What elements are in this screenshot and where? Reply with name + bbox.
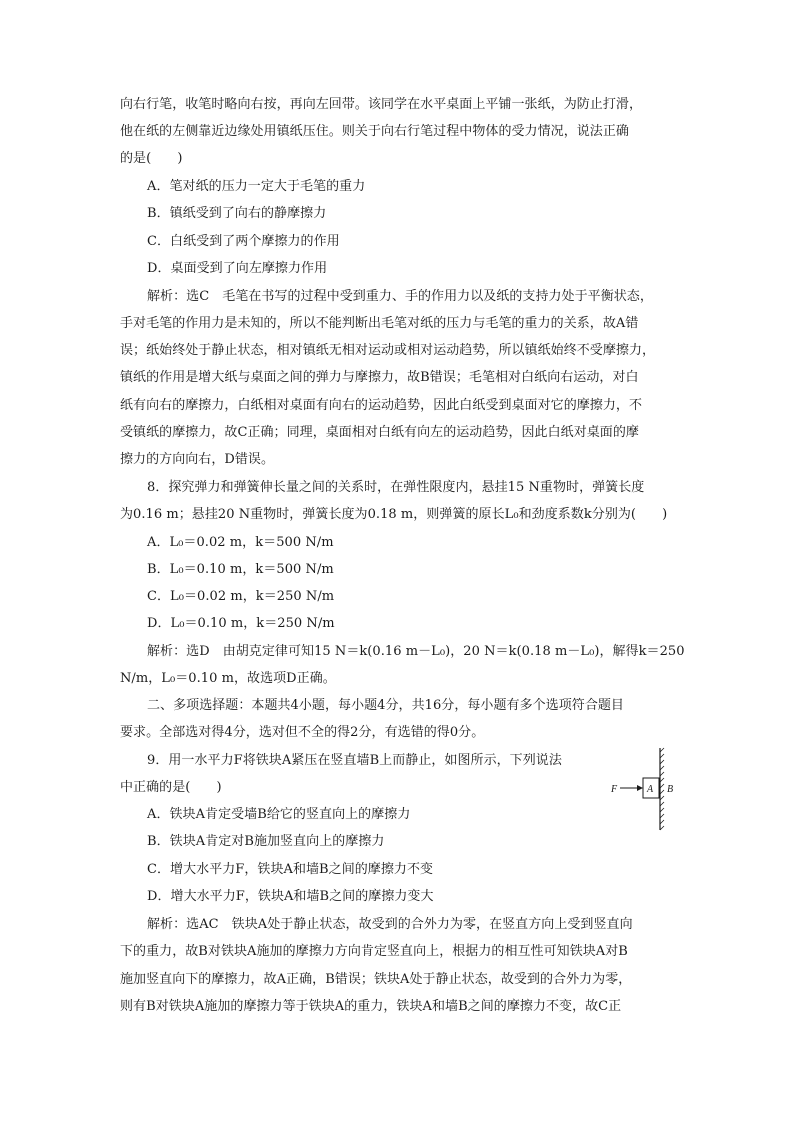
q8-option-a: A．L₀＝0.02 m，k＝500 N/m [147, 535, 334, 550]
q8-option-b: B．L₀＝0.10 m，k＝500 N/m [147, 562, 334, 577]
section-heading-line-2: 要求。全部选对得4分，选对但不全的得2分，有选错的得0分。 [120, 725, 485, 740]
q7-option-b: B．镇纸受到了向右的静摩擦力 [147, 206, 327, 221]
figure-force-label: F [611, 784, 618, 795]
q8-stem-line-2: 为0.16 m；悬挂20 N重物时，弹簧长度为0.18 m，则弹簧的原长L₀和劲度系数k分别为( ) [120, 507, 668, 522]
q7-stem-line-1: 向右行笔，收笔时略向右按，再向左回带。该同学在水平桌面上平铺一张纸，为防止打滑， [120, 97, 643, 112]
q7-analysis-line-2: 手对毛笔的作用力是未知的，所以不能判断出毛笔对纸的压力与毛笔的重力的关系，故A错 [120, 316, 639, 331]
q7-analysis-line-5: 纸有向右的摩擦力，白纸相对桌面有向右的运动趋势，因此白纸受到桌面对它的摩擦力，不 [120, 398, 643, 413]
q8-stem-line-1: 8．探究弹力和弹簧伸长量之间的关系时，在弹性限度内，悬挂15 N重物时，弹簧长度 [147, 480, 645, 495]
q9-option-b: B．铁块A肯定对B施加竖直向上的摩擦力 [147, 834, 385, 849]
q7-analysis-line-4: 镇纸的作用是增大纸与桌面之间的弹力与摩擦力，故B错误；毛笔相对白纸向右运动，对白 [120, 370, 639, 385]
q9-analysis-line-2: 下的重力，故B对铁块A施加的摩擦力方向肯定竖直向上，根据力的相互性可知铁块A对B [120, 944, 628, 959]
q9-option-c: C．增大水平力F，铁块A和墙B之间的摩擦力不变 [147, 862, 434, 877]
q9-stem-line-2: 中正确的是( ) [120, 780, 222, 795]
section-heading-line-1: 二、多项选择题：本题共4小题，每小题4分，共16分，每小题有多个选项符合题目 [147, 698, 624, 713]
q8-analysis-line-1: 解析：选D 由胡克定律可知15 N＝k(0.16 m－L₀)，20 N＝k(0.18 m－L₀)，解得k＝250 [147, 644, 685, 659]
q9-analysis-line-1: 解析：选AC 铁块A处于静止状态，故受到的合外力为零，在竖直方向上受到竖直向 [147, 917, 633, 932]
q7-option-d: D．桌面受到了向左摩擦力作用 [147, 261, 328, 276]
q7-analysis-line-1: 解析：选C 毛笔在书写的过程中受到重力、手的作用力以及纸的支持力处于平衡状态， [147, 289, 653, 304]
q7-analysis-line-7: 擦力的方向向右，D错误。 [120, 452, 275, 467]
q8-option-c: C．L₀＝0.02 m，k＝250 N/m [147, 589, 335, 604]
q9-option-d: D．增大水平力F，铁块A和墙B之间的摩擦力变大 [147, 889, 434, 904]
q9-option-a: A．铁块A肯定受墙B给它的竖直向上的摩擦力 [147, 807, 411, 822]
figure-wall-label: B [667, 784, 674, 795]
q7-option-c: C．白纸受到了两个摩擦力的作用 [147, 234, 340, 249]
q9-stem-line-1: 9．用一水平力F将铁块A紧压在竖直墙B上而静止，如图所示，下列说法 [147, 753, 562, 768]
q7-analysis-line-3: 误；纸始终处于静止状态，相对镇纸无相对运动或相对运动趋势，所以镇纸始终不受摩擦力， [120, 343, 656, 358]
q8-option-d: D．L₀＝0.10 m，k＝250 N/m [147, 616, 335, 631]
q8-analysis-line-2: N/m，L₀＝0.10 m，故选项D正确。 [120, 671, 336, 686]
q7-analysis-line-6: 受镇纸的摩擦力，故C正确；同理，桌面相对白纸有向左的运动趋势，因此白纸对桌面的摩 [120, 425, 639, 440]
q7-stem-line-3: 的是( ) [120, 151, 183, 166]
q9-analysis-line-3: 施加竖直向下的摩擦力，故A正确，B错误；铁块A处于静止状态，故受到的合外力为零， [120, 972, 632, 987]
q7-stem-line-2: 他在纸的左侧靠近边缘处用镇纸压住。则关于向右行笔过程中物体的受力情况，说法正确 [120, 124, 629, 139]
q9-analysis-line-4: 则有B对铁块A施加的摩擦力等于铁块A的重力，铁块A和墙B之间的摩擦力不变，故C正 [120, 999, 622, 1014]
q7-option-a: A．笔对纸的压力一定大于毛笔的重力 [147, 179, 366, 194]
figure-block-label: A [647, 784, 654, 795]
